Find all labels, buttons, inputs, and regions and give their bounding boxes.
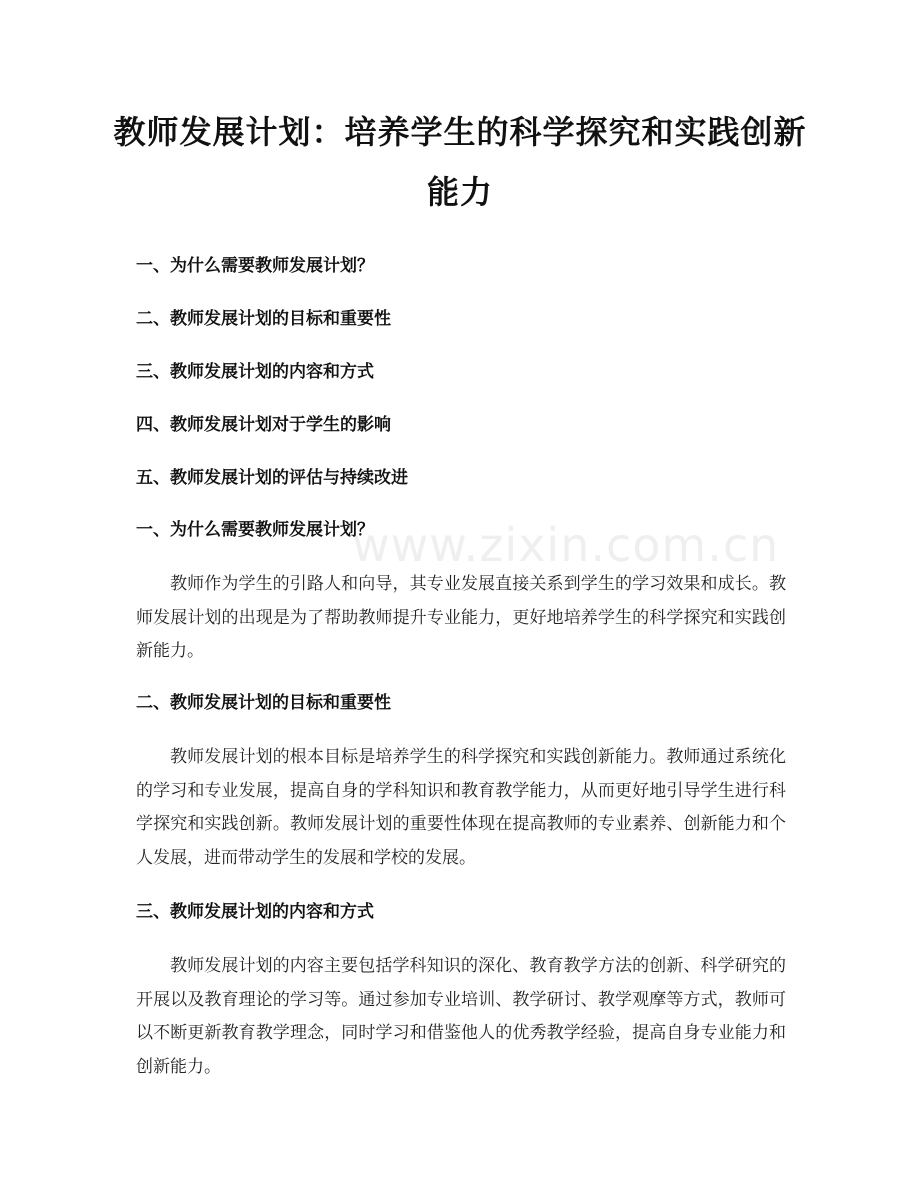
toc-item: 五、教师发展计划的评估与持续改进 [136, 468, 408, 488]
section-3 [136, 896, 786, 1084]
toc-item: 四、教师发展计划对于学生的影响 [136, 415, 391, 435]
document-title: 教师发展计划：培养学生的科学探究和实践创新能力 [113, 113, 807, 211]
section-heading: 二、教师发展计划的目标和重要性 [136, 693, 391, 713]
table-of-contents [136, 250, 786, 515]
watermark-text: www.zixin.com.cn [352, 518, 780, 572]
section-heading: 一、为什么需要教师发展计划？ [136, 520, 374, 540]
toc-item: 一、为什么需要教师发展计划？ [136, 256, 374, 276]
section-2 [136, 687, 786, 875]
toc-item: 三、教师发展计划的内容和方式 [136, 362, 374, 382]
section-heading: 三、教师发展计划的内容和方式 [136, 902, 374, 922]
section-paragraph: 教师作为学生的引路人和向导，其专业发展直接关系到学生的学习效果和成长。教师发展计划的出现是为了帮助教师提升专业能力，更好地培养学生的科学探究和实践创新能力。 [136, 574, 786, 661]
section-paragraph: 教师发展计划的内容主要包括学科知识的深化、教育教学方法的创新、科学研究的开展以及教育理论的学习等。通过参加专业培训、教学研讨、教学观摩等方式，教师可以不断更新教育教学理念，同时学习和借鉴他人的优秀教学经验，提高自身专业能力和创新能力。 [136, 956, 786, 1077]
toc-item: 二、教师发展计划的目标和重要性 [136, 309, 391, 329]
section-paragraph: 教师发展计划的根本目标是培养学生的科学探究和实践创新能力。教师通过系统化的学习和专业发展，提高自身的学科知识和教育教学能力，从而更好地引导学生进行科学探究和实践创新。教师发展计划的重要性体现在提高教师的专业素养、创新能力和个人发展，进而带动学生的发展和学校的发展。 [136, 747, 786, 868]
section-1 [136, 514, 786, 669]
